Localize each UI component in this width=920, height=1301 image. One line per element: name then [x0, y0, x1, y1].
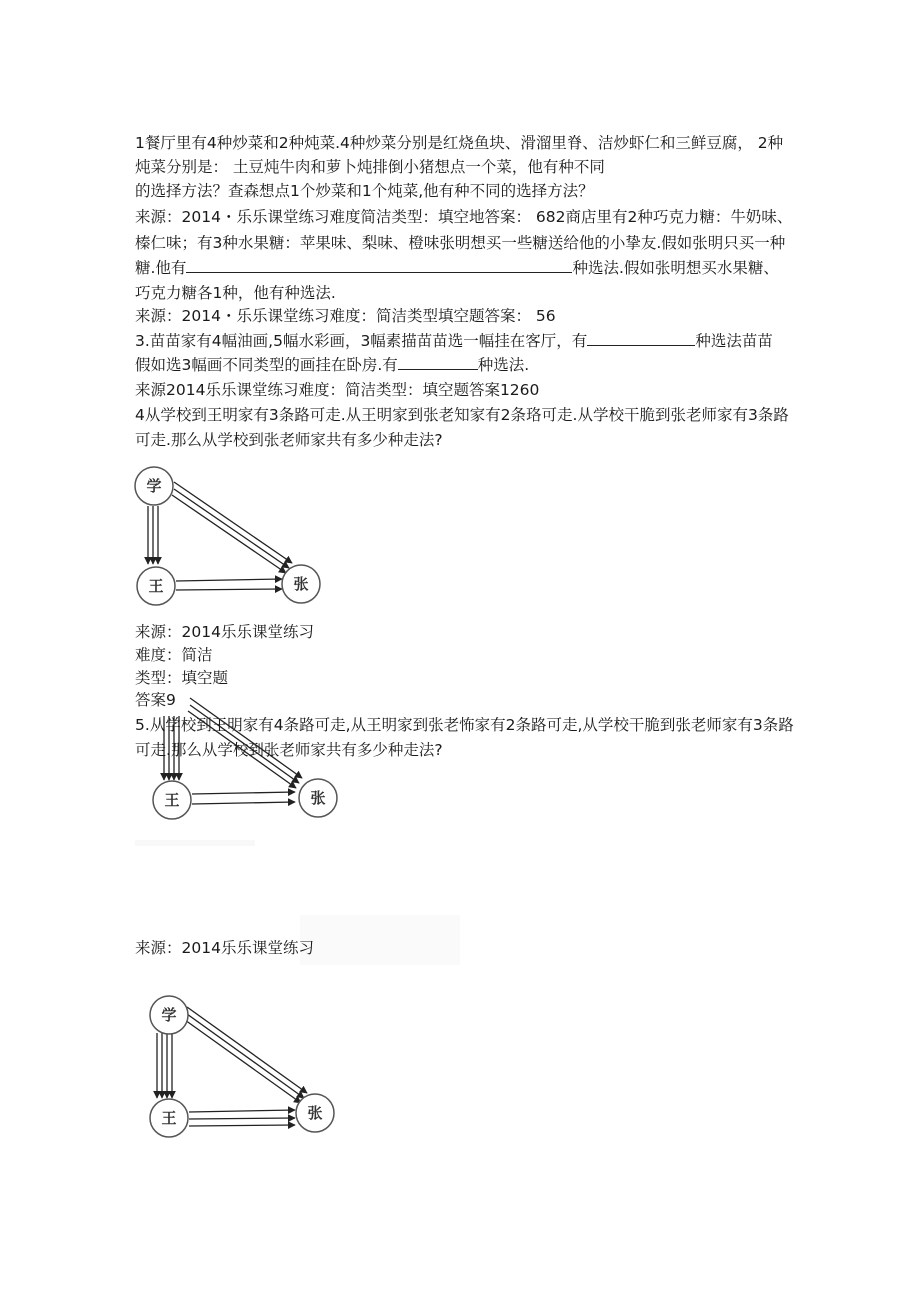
school-label: 学 [146, 477, 162, 495]
zhang-label: 张 [293, 575, 309, 593]
q3-text-a: 3.苗苗家有4幅油画,5幅水彩画，3幅素描苗苗选一幅挂在客厅，有 [135, 332, 588, 350]
wang-to-zhang-paths [192, 792, 295, 804]
school-node [150, 996, 188, 1034]
zhang-node [299, 779, 337, 817]
zhang-label: 张 [307, 1104, 323, 1122]
school-node [135, 467, 173, 505]
q4-source: 来源：2014乐乐课堂练习 [135, 623, 314, 641]
school-to-zhang-paths [172, 482, 292, 573]
q3-line-2 [135, 355, 529, 375]
q5-line-1: 5.从学校到王明家有4条路可走,从王明家到张老怖家有2条路可走,从学校干脆到张老师家有3条路 [135, 716, 794, 734]
answer-blank[interactable] [398, 355, 478, 370]
wang-to-zhang-paths [176, 579, 282, 590]
q3-source: 来源2014乐乐课堂练习难度：简洁类型：填空题答案1260 [135, 381, 540, 399]
q3-text-d: 种选法. [477, 356, 530, 374]
wang-label: 王 [164, 791, 180, 809]
route-diagram-1 [132, 460, 332, 610]
q2-text-a: 糖.他有 [135, 259, 187, 277]
wang-node [137, 567, 175, 605]
wang-to-zhang-paths [189, 1110, 295, 1126]
q2-line-1: 榛仁味；有3种水果糖：苹果味、梨味、橙味张明想买一些糖送给他的小挚友.假如张明只买一种 [135, 234, 786, 252]
school-to-wang-paths [148, 506, 158, 564]
q4-line-1: 4从学校到王明家有3条路可走.从王明家到张老知家有2条珞可走.从学校干脆到张老师家有3条路 [135, 406, 789, 424]
answer-blank[interactable] [186, 258, 572, 273]
route-diagram-3 [145, 993, 355, 1143]
q2-text-b: 种选法.假如张明想买水果糖、 [572, 259, 779, 277]
q3-text-c: 假如选3幅画不同类型的画挂在卧房.有 [135, 356, 398, 374]
q4-type: 类型：填空题 [135, 669, 229, 687]
q4-line-2: 可走.那么从学校到张老师家共有多少种走法? [135, 431, 443, 449]
q2-line-2 [135, 258, 779, 278]
school-to-wang-paths [157, 1033, 172, 1098]
q1-line-2: 炖菜分别是： 土豆炖牛肉和萝卜炖排倒小猪想点一个菜，他有种不同 [135, 158, 605, 176]
school-label: 学 [161, 1006, 177, 1024]
q5-line-2: 可走.那么从学校到张老师家共有多少种走法? [135, 741, 443, 759]
answer-blank[interactable] [587, 331, 695, 346]
scan-artifact [135, 840, 255, 846]
wang-label: 王 [148, 577, 164, 595]
wang-label: 王 [161, 1109, 177, 1127]
q2-line-3: 巧克力糖各1种，他有种选法. [135, 284, 336, 302]
scan-artifact [300, 915, 460, 965]
q3-text-b: 种选法苗苗 [695, 332, 773, 350]
q2-source: 来源：2014・乐乐课堂练习难度：简洁类型填空题答案： 56 [135, 307, 556, 325]
wang-node [153, 781, 191, 819]
q4-difficulty: 难度：简洁 [135, 646, 213, 664]
school-to-zhang-paths [185, 1007, 307, 1103]
wang-node [150, 1099, 188, 1137]
q5-source: 来源：2014乐乐课堂练习 [135, 939, 314, 957]
q3-line-1 [135, 331, 773, 351]
q1-line-3: 的选择方法？查森想点1个炒菜和1个炖菜,他有种不同的选择方法？ [135, 182, 594, 200]
q1-line-1: 1餐厅里有4种炒菜和2种炖菜.4种炒菜分别是红烧鱼块、滑溜里脊、洁炒虾仁和三鲜豆腐， 2种 [135, 134, 784, 152]
q1-line-4: 来源：2014・乐乐课堂练习难度简洁类型：填空地答案： 682商店里有2种巧克力糖：牛奶味、 [135, 208, 793, 226]
zhang-label: 张 [310, 789, 326, 807]
q4-answer: 答案9 [135, 691, 176, 709]
zhang-node [282, 565, 320, 603]
zhang-node [296, 1094, 334, 1132]
